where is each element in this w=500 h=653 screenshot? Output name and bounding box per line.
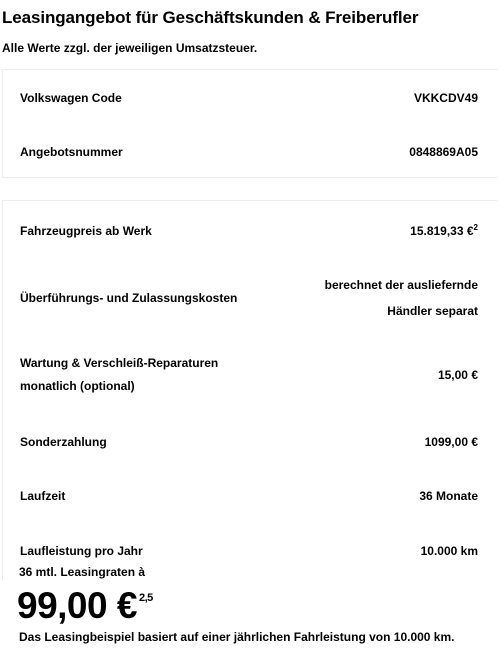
vat-note: Alle Werte zzgl. der jeweiligen Umsatzsteuer. (2, 41, 258, 55)
row-transfer-costs (3, 272, 498, 324)
row-annual-mileage (3, 538, 498, 564)
details-card (2, 200, 498, 580)
row-term (3, 483, 498, 509)
annual-mileage-value: 10.000 km (420, 544, 478, 558)
rate-label: 36 mtl. Leasingraten à (19, 565, 146, 579)
row-offer-number (3, 139, 498, 165)
monthly-rate-price: 99,00 € $^{2,5}$ (17, 585, 153, 626)
row-maintenance (3, 352, 498, 398)
row-vehicle-price (3, 218, 498, 244)
offer-number-label: Angebotsnummer (20, 144, 123, 159)
footnote-marker: 2 (473, 223, 478, 232)
row-vw-code (3, 85, 498, 111)
vehicle-price-value: 15.819,33 €$^2$ (410, 223, 478, 238)
mileage-note: Das Leasingbeispiel basiert auf einer jährlichen Fahrleistung von 10.000 km. (19, 630, 455, 644)
price-footnote-marker: 2,5 (138, 591, 153, 604)
vehicle-price-label: Fahrzeugpreis ab Werk (20, 223, 152, 238)
term-value: 36 Monate (419, 489, 478, 503)
vw-code-label: Volkswagen Code (20, 90, 122, 105)
row-down-payment (3, 429, 498, 455)
identity-card (2, 69, 498, 178)
down-payment-value: 1099,00 € (424, 435, 478, 449)
offer-number-value: 0848869A05 (409, 145, 478, 159)
page-title: Leasingangebot für Geschäftskunden & Freiberufler (2, 8, 419, 27)
down-payment-label: Sonderzahlung (20, 434, 107, 449)
annual-mileage-label: Laufleistung pro Jahr (20, 543, 143, 558)
transfer-costs-label: Überführungs- und Zulassungskosten (20, 290, 238, 305)
maintenance-value: 15,00 € (437, 368, 478, 382)
maintenance-label: Wartung & Verschleiß-Reparaturen monatlich (optional) (20, 356, 219, 393)
transfer-costs-value: berechnet der ausliefernde Händler separat (324, 278, 478, 318)
vw-code-value: VKKCDV49 (413, 91, 478, 105)
term-label: Laufzeit (20, 488, 66, 503)
